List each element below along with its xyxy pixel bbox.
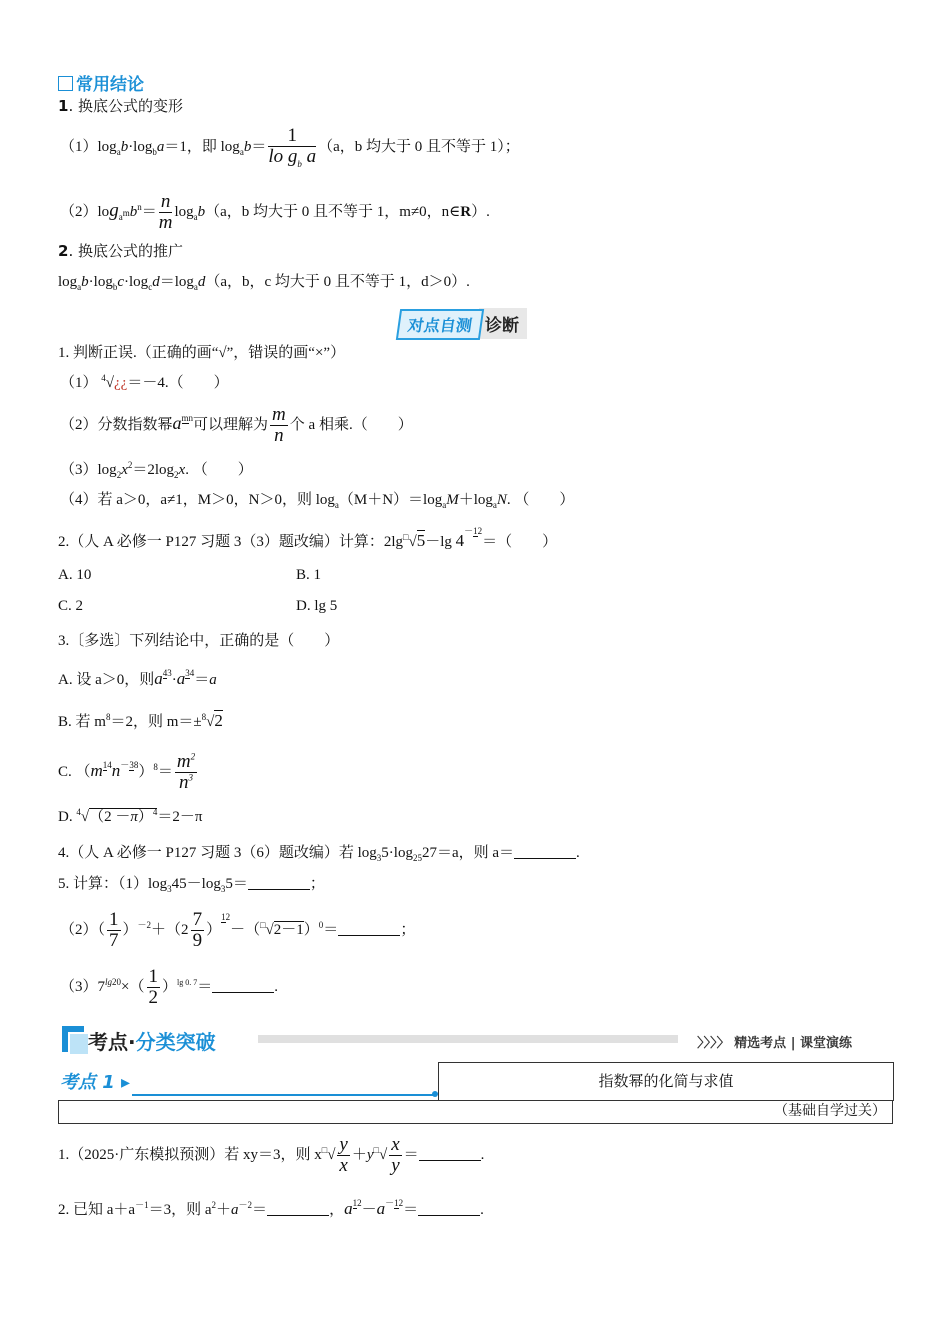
- formula-line-3: $\log_ab\cdot\log_bc\cdot\log_cd=\log_ad(a$，b，c 均大于 0 且不等于 1，d＞0）.: [58, 274, 470, 292]
- q1-item-3: $(3)\log_2x^2=2\log_2x$. （ ）: [60, 460, 253, 480]
- ex2-answer-blank-2[interactable]: [418, 1201, 480, 1216]
- q2-option-c: C. 2: [58, 598, 84, 614]
- q1-stem: 1. 判断正误.（正确的画“√”，错误的画“×”）: [58, 345, 346, 361]
- q5-part-2: （2）（ $\frac{1}{7}$ ）$^{-2}$＋（2 $\frac{7}{9}$ ）$12-(^□√2-1)^0=$ ；: [60, 909, 416, 952]
- exercise-2: 2. 已知 $a+a^{-1}=3$，则 $a^2+a^{-2}=$ ，a12－a－12＝ .: [58, 1198, 484, 1218]
- section-title-common: 常用结论: [58, 70, 144, 95]
- q2-stem: 2.（人 A 必修一 P127 习题 3（3）题改编）计算：2lg□√5－lg 4－12＝（ ）: [58, 526, 558, 550]
- heading-2: 2. 换底公式的推广: [58, 242, 183, 260]
- q2-option-b: B. 1: [296, 567, 322, 583]
- q1-item-2: （2）分数指数幂amn可以理解为 $\frac{m}{n}$ 个 a 相乘.（ ）: [60, 404, 413, 447]
- formula-line-1: $(1)\log_ab\cdot\log_ba=1$，即 $\log_ab=$ $\frac{1}{lo g_b a}$ （a，b 均大于 0 且不等于 1）；: [60, 124, 520, 169]
- q3-stem: 3.〔多选〕下列结论中，正确的是（ ）: [58, 633, 340, 649]
- q3-option-c: C. $(m14n-38)^8=$ $\frac{m^2}{n^3}$: [58, 751, 196, 794]
- q5-2-answer-blank[interactable]: [338, 921, 400, 936]
- q3-option-b: B. 若 $m^8=2$，则 m＝±$^8$√2: [58, 711, 223, 730]
- q5-part-3: $(3)7^{lg20}\times$（ $\frac{1}{2}$ ）$^{lg 0. 7}$＝ .: [60, 966, 279, 1009]
- q1-item-1: （1） $^4$√¿¿＝－4.（ ）: [60, 373, 229, 391]
- topic-title: 考点·分类突破: [88, 1030, 216, 1054]
- ex1-answer-blank[interactable]: [419, 1146, 481, 1161]
- q3-option-a: A. 设 a＞0，则a43·a34＝a: [58, 668, 217, 688]
- exercise-1: 1.（2025·广东模拟预测）若 xy＝3，则 x□√ $\frac{y}{x}$ ＋y□√ $\frac{x}{y}$ ＝ .: [58, 1134, 485, 1177]
- heading-1: 1. 换底公式的变形: [58, 97, 183, 115]
- topic-header-bar: [58, 1022, 892, 1062]
- kaodian-subtitle-box: （基础自学过关）: [58, 1100, 893, 1124]
- q5-part-1: 5. 计算：$(1)\log_345-\log_35=$ ；: [58, 876, 325, 894]
- ex2-answer-blank-1[interactable]: [267, 1201, 329, 1216]
- checkbox-square-icon: [58, 76, 73, 91]
- kaodian-title-box: 指数幂的化简与求值: [438, 1062, 894, 1101]
- diagnosis-tag: 对点自测: [396, 309, 484, 340]
- formula-line-2: $(2)\log_{a^m}b^n=$ $\frac{n}{m}$ $\log_ab(a$，b 均大于 0 且不等于 1，m≠0，n∈R）.: [60, 191, 490, 234]
- kaodian-underline: [132, 1094, 436, 1096]
- q2-option-d: D. lg 5: [296, 598, 338, 614]
- q4-answer-blank[interactable]: [514, 844, 576, 859]
- q5-1-answer-blank[interactable]: [248, 875, 310, 890]
- q1-item-4: （4）若 a＞0，a≠1，M＞0，N＞0，则 $\log_a(M+N)=\log_aM+\log_aN$. （ ）: [60, 492, 575, 510]
- diagnosis-banner: [398, 308, 527, 340]
- q2-option-a: A. 10: [58, 567, 92, 583]
- q4: 4.（人 A 必修一 P127 习题 3（6）题改编）若 $\log_35\cdot\log_{25}27=a$，则 a＝ .: [58, 845, 580, 863]
- q5-3-answer-blank[interactable]: [212, 978, 274, 993]
- topic-right-label: 〉〉〉〉 精选考点 | 课堂演练: [697, 1036, 852, 1051]
- diagnosis-word: 诊断: [479, 308, 527, 339]
- kaodian-1-tag: 考点 1 ▸: [60, 1072, 131, 1093]
- q3-option-d: D. $^4√(2 -\pi)^4=2-\pi$: [58, 807, 203, 825]
- topic-divider-line: [258, 1035, 678, 1043]
